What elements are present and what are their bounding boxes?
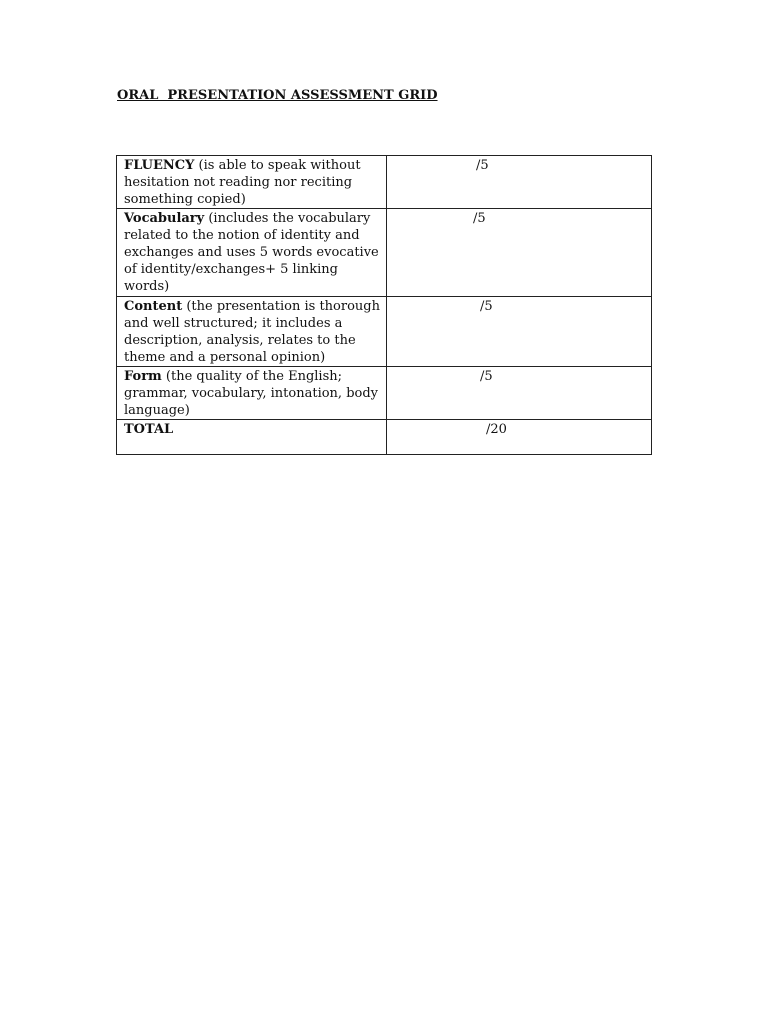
table-row: [117, 420, 652, 455]
assessment-grid: [116, 155, 652, 455]
criterion-name: FLUENCY: [124, 158, 195, 173]
table-row: [117, 156, 652, 209]
table-row: [117, 367, 652, 420]
criterion-cell: [117, 297, 387, 367]
score-value: /5: [480, 299, 493, 314]
criterion-cell: [117, 367, 387, 420]
criterion-name: Content: [124, 299, 183, 314]
criterion-description: (includes the vocabulary related to the notion of identity and exchanges and uses 5 words evocative of identity/exchanges+ 5 linking words): [124, 211, 379, 294]
criterion-name: Vocabulary: [124, 211, 205, 226]
score-cell: [387, 420, 652, 455]
criterion-description: (is able to speak without hesitation not reading nor reciting something copied): [124, 158, 361, 207]
criterion-description: (the presentation is thorough and well structured; it includes a description, analysis, relates to the theme and a personal opinion): [124, 299, 380, 365]
criterion-cell: [117, 420, 387, 455]
score-cell: [387, 209, 652, 297]
score-cell: [387, 367, 652, 420]
criterion-name: Form: [124, 369, 162, 384]
score-cell: [387, 156, 652, 209]
criterion-cell: [117, 209, 387, 297]
criterion-description: (the quality of the English; grammar, vocabulary, intonation, body language): [124, 369, 379, 418]
criterion-name: TOTAL: [124, 422, 174, 437]
table-row: [117, 209, 652, 297]
score-value: /5: [473, 211, 486, 226]
score-value: /5: [480, 369, 493, 384]
criterion-cell: [117, 156, 387, 209]
document-title: ORAL PRESENTATION ASSESSMENT GRID: [117, 88, 438, 103]
score-value: /5: [476, 158, 489, 173]
table-row: [117, 297, 652, 367]
score-cell: [387, 297, 652, 367]
score-value: /20: [486, 422, 507, 437]
